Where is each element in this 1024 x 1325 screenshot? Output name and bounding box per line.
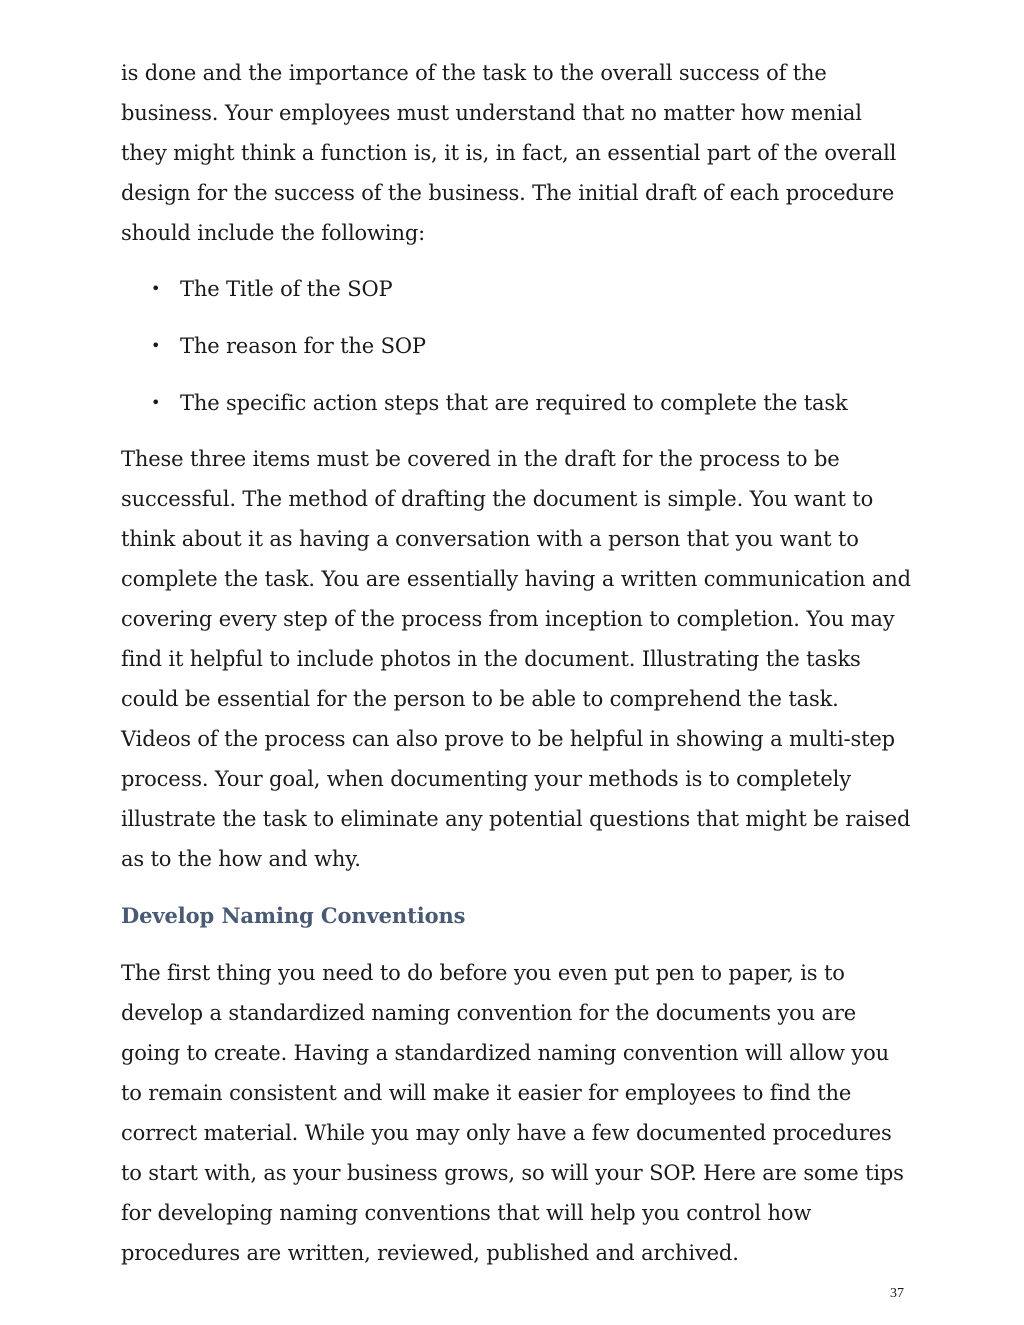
intro-paragraph: is done and the importance of the task to the overall success of the business. Your employees must understand that no matter how menial they might think a function is, it is, in fact, an essential part of the overall design for the success of the business. The initial draft of each procedure should include the following: — [121, 61, 897, 245]
list-item-text: The specific action steps that are required to complete the task — [180, 391, 848, 415]
list-item-text: The Title of the SOP — [180, 277, 393, 301]
bullet-icon: • — [151, 393, 161, 412]
page-content — [121, 53, 911, 1273]
page-number: 37 — [890, 1286, 904, 1301]
body-paragraph: These three items must be covered in the draft for the process to be successful. The method of drafting the document is simple. You want to think about it as having a conversation with a person that you want to complete the task. You are essentially having a written communication and covering every step of the process from inception to completion. You may find it helpful to include photos in the document. Illustrating the tasks could be essential for the person to be able to comprehend the task. Videos of the process can also prove to be helpful in showing a multi-step process. Your goal, when documenting your methods is to completely illustrate the task to eliminate any potential questions that might be raised as to the how and why. — [121, 447, 911, 871]
list-item — [121, 269, 911, 309]
bullet-icon: • — [151, 336, 161, 355]
list-item — [121, 383, 911, 423]
naming-paragraph: The first thing you need to do before you even put pen to paper, is to develop a standardized naming convention for the documents you are going to create. Having a standardized naming convention will allow you to remain consistent and will make it easier for employees to find the correct material. While you may only have a few documented procedures to start with, as your business grows, so will your SOP. Here are some tips for developing naming conventions that will help you control how procedures are written, reviewed, published and archived. — [121, 961, 904, 1265]
sop-requirements-list — [121, 269, 911, 423]
list-item — [121, 326, 911, 366]
section-heading: Develop Naming Conventions — [121, 903, 466, 928]
bullet-icon: • — [151, 279, 161, 298]
list-item-text: The reason for the SOP — [180, 334, 426, 358]
